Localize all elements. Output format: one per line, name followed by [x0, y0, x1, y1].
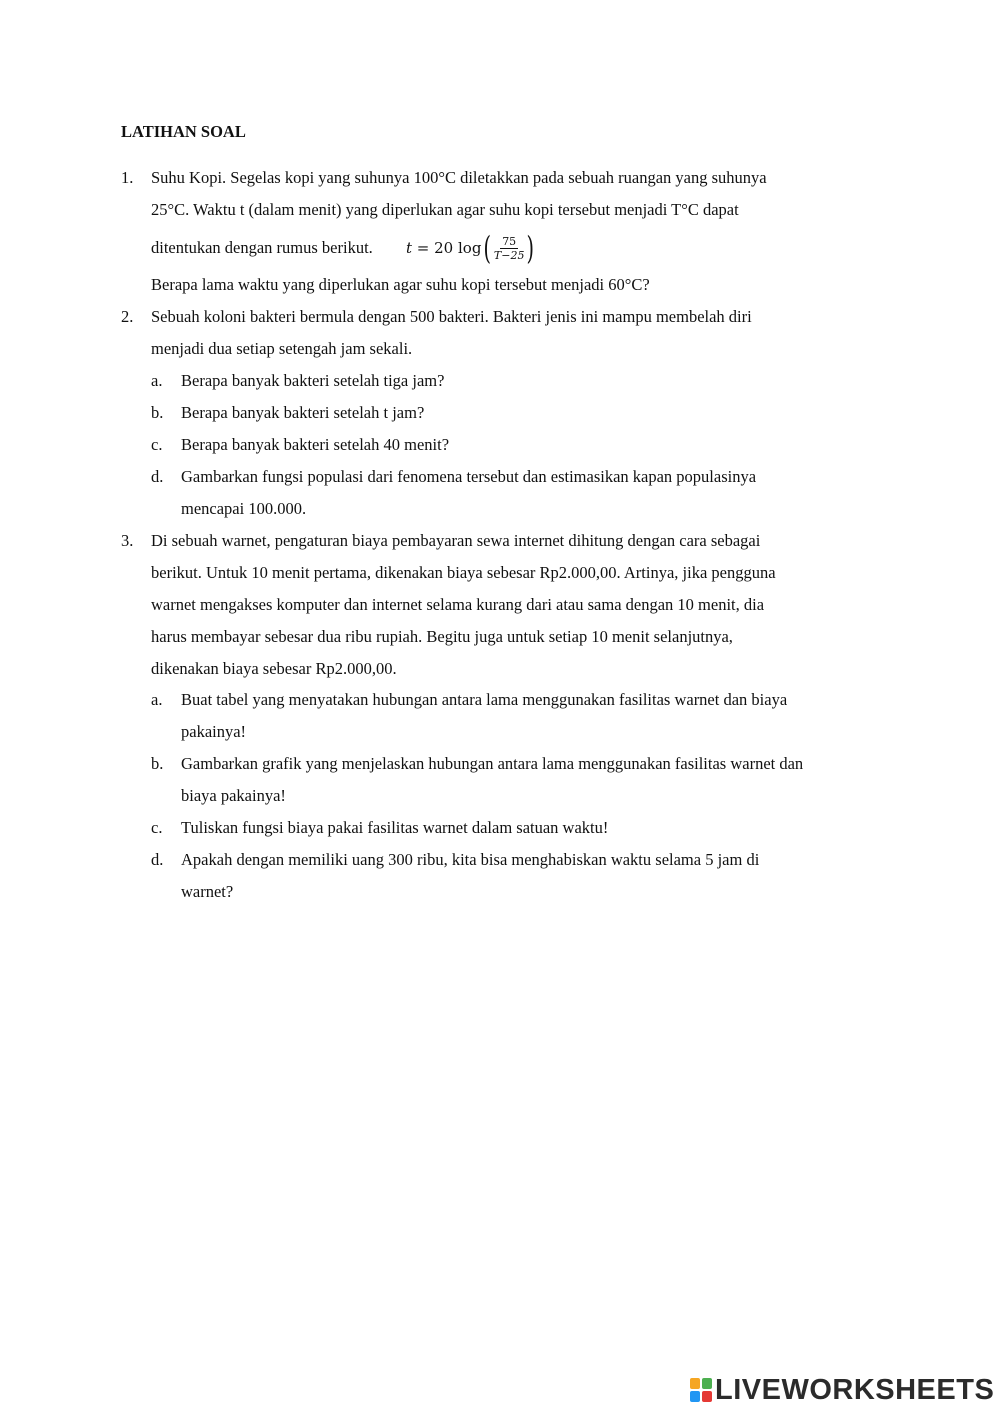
q2-d-text: mencapai 100.000.: [181, 499, 307, 518]
q3-line: berikut. Untuk 10 menit pertama, dikenakan biaya sebesar Rp2.000,00. Artinya, jika pengguna: [151, 563, 776, 582]
formula-paren-open: (: [483, 229, 492, 267]
q1-line: Berapa lama waktu yang diperlukan agar suhu kopi tersebut menjadi 60°C?: [151, 275, 650, 294]
logo-square: [690, 1391, 700, 1402]
q2-b-text: Berapa banyak bakteri setelah t jam?: [181, 403, 425, 422]
formula-paren-close: ): [526, 229, 535, 267]
q2-b-label: b.: [151, 403, 164, 422]
q2-c-label: c.: [151, 435, 163, 454]
q3-b-label: b.: [151, 754, 164, 773]
q1-formula: [406, 230, 537, 266]
q3-a-text: Buat tabel yang menyatakan hubungan antara lama menggunakan fasilitas warnet dan biaya: [181, 690, 788, 709]
logo-square: [702, 1378, 712, 1389]
q2-d-label: d.: [151, 467, 164, 486]
q2-d-text: Gambarkan fungsi populasi dari fenomena tersebut dan estimasikan kapan populasinya: [181, 467, 757, 486]
q2-line: menjadi dua setiap setengah jam sekali.: [151, 339, 413, 358]
q2-number: 2.: [121, 307, 134, 326]
q3-c-text: Tuliskan fungsi biaya pakai fasilitas warnet dalam satuan waktu!: [181, 818, 609, 837]
logo-grid-icon: [690, 1378, 712, 1402]
q3-c-label: c.: [151, 818, 163, 837]
logo-square: [702, 1391, 712, 1402]
q3-a-label: a.: [151, 690, 163, 709]
formula-fraction: [492, 235, 527, 262]
formula-numerator: 75: [502, 234, 517, 248]
q1-line: Suhu Kopi. Segelas kopi yang suhunya 100°C diletakkan pada sebuah ruangan yang suhunya: [151, 168, 767, 187]
q1-number: 1.: [121, 168, 134, 187]
q2-line: Sebuah koloni bakteri bermula dengan 500 bakteri. Bakteri jenis ini mampu membelah diri: [151, 307, 752, 326]
formula-variable: t: [406, 239, 413, 257]
q3-line: warnet mengakses komputer dan internet selama kurang dari atau sama dengan 10 menit, dia: [151, 595, 765, 614]
q3-b-text: biaya pakainya!: [181, 786, 286, 805]
q3-d-text: warnet?: [181, 882, 234, 901]
q2-a-label: a.: [151, 371, 163, 390]
q3-d-label: d.: [151, 850, 164, 869]
q3-line: Di sebuah warnet, pengaturan biaya pembayaran sewa internet dihitung dengan cara sebagai: [151, 531, 761, 550]
q1-line: 25°C. Waktu t (dalam menit) yang diperlukan agar suhu kopi tersebut menjadi T°C dapat: [151, 200, 739, 219]
q3-a-text: pakainya!: [181, 722, 247, 741]
q2-a-text: Berapa banyak bakteri setelah tiga jam?: [181, 371, 445, 390]
worksheet-title: LATIHAN SOAL: [121, 122, 246, 141]
q1-line: ditentukan dengan rumus berikut.: [151, 238, 373, 257]
liveworksheets-logo: [690, 1374, 994, 1406]
q3-line: harus membayar sebesar dua ribu rupiah. Begitu juga untuk setiap 10 menit selanjutnya,: [151, 627, 733, 646]
logo-square: [690, 1378, 700, 1389]
formula-equation: = 20 log: [412, 239, 482, 257]
q3-line: dikenakan biaya sebesar Rp2.000,00.: [151, 659, 397, 678]
q3-d-text: Apakah dengan memiliki uang 300 ribu, kita bisa menghabiskan waktu selama 5 jam di: [181, 850, 760, 869]
formula-denominator: T−25: [493, 248, 525, 262]
logo-text: LIVEWORKSHEETS: [715, 1373, 995, 1406]
q2-c-text: Berapa banyak bakteri setelah 40 menit?: [181, 435, 450, 454]
q3-number: 3.: [121, 531, 134, 550]
q3-b-text: Gambarkan grafik yang menjelaskan hubungan antara lama menggunakan fasilitas warnet dan: [181, 754, 804, 773]
